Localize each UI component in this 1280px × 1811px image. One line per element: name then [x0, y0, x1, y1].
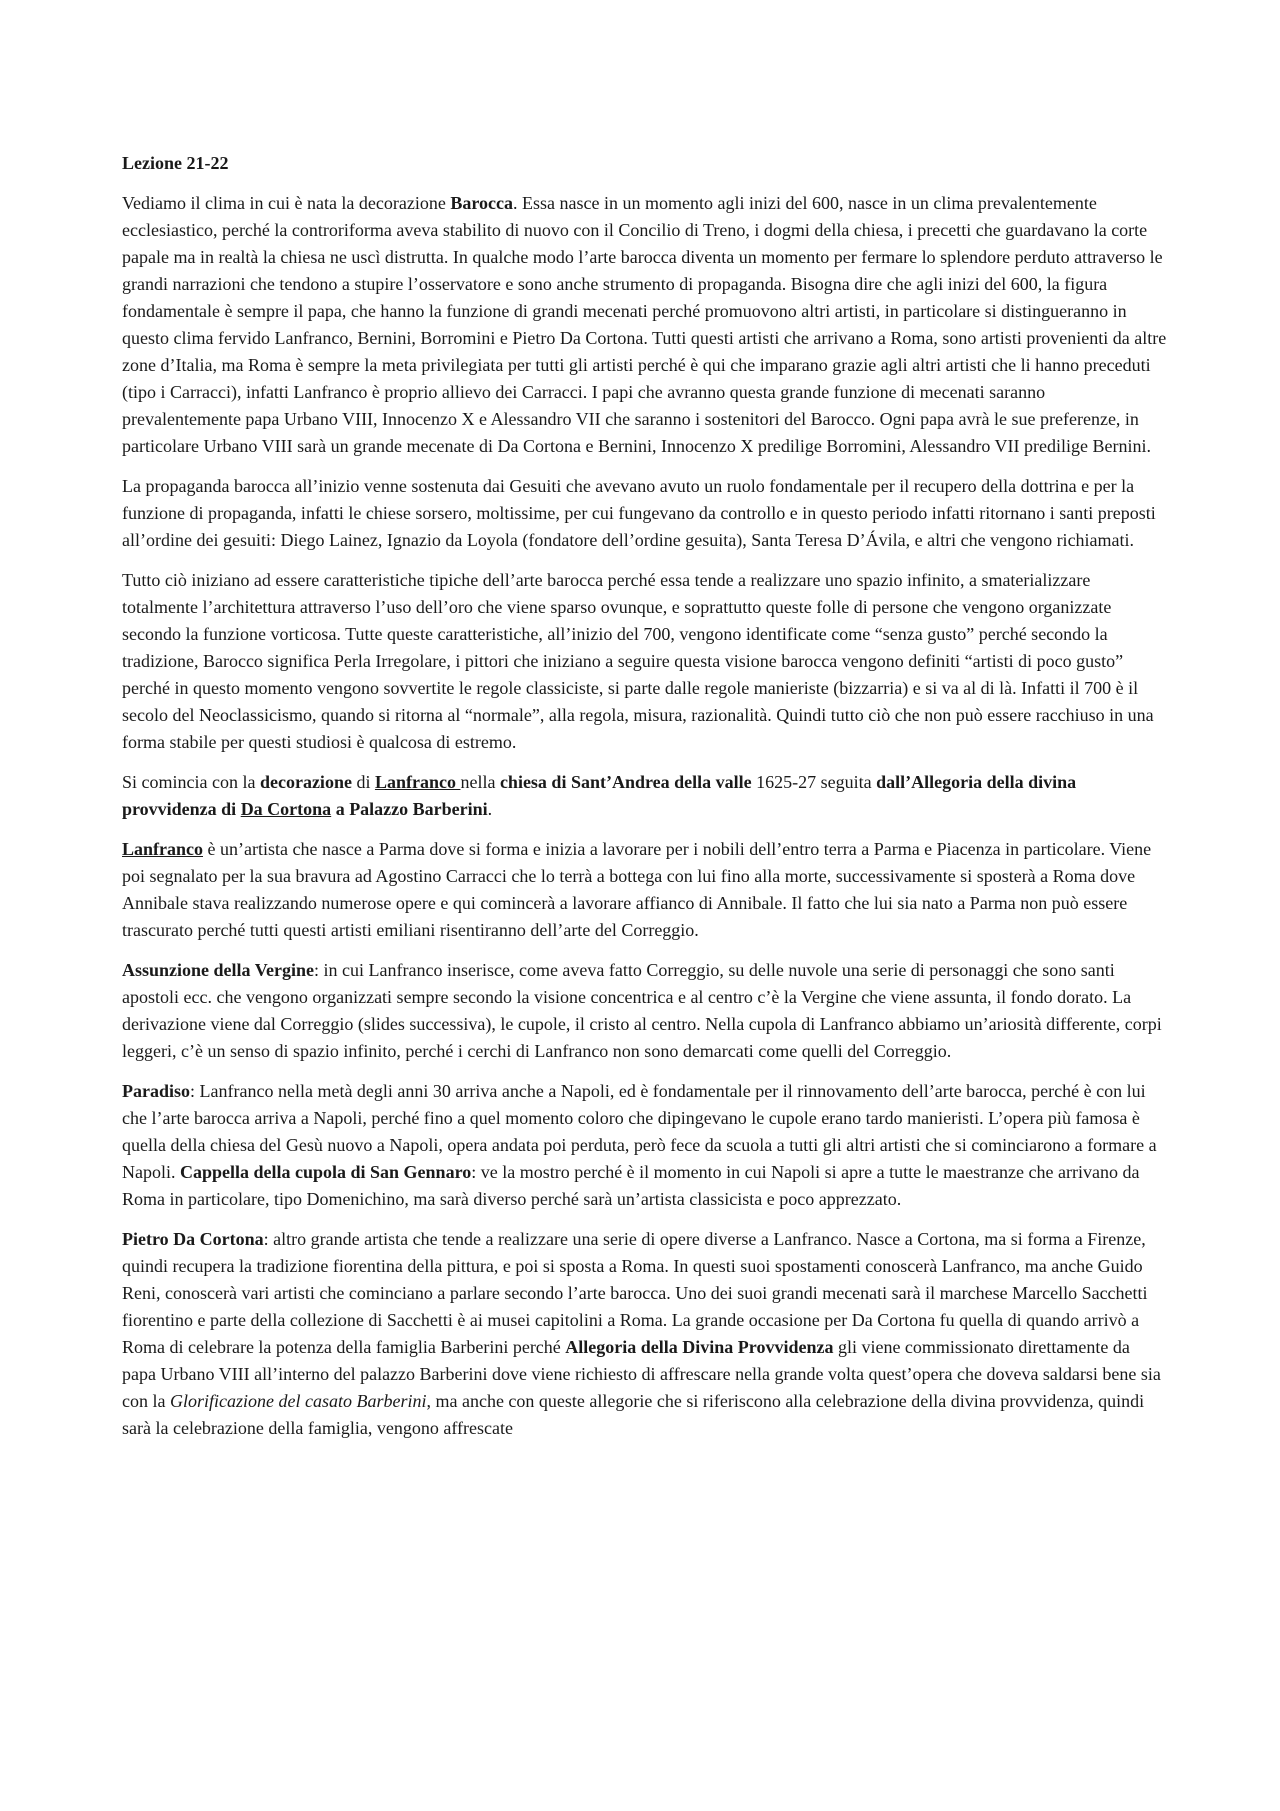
- text-run: Tutto ciò iniziano ad essere caratteristiche tipiche dell’arte barocca perché essa tende a realizzare uno spazio infinito, a smaterializzare totalmente l’architettura attraverso l’uso dell’oro che viene sparso ovunque, e soprattutto queste folle di persone che vengono organizzate secondo la funzione vorticosa. Tutte queste caratteristiche, all’inizio del 700, vengono identificate come “senza gusto” perché secondo la tradizione, Barocco significa Perla Irregolare, i pittori che iniziano a seguire questa visione barocca vengono definiti “artisti di poco gusto” perché in questo momento vengono sovvertite le regole classiciste, si parte dalle regole manieriste (bizzarria) e si va al di là. Infatti il 700 è il secolo del Neoclassicismo, quando si ritorna al “normale”, alla regola, misura, razionalità. Quindi tutto ciò che non può essere racchiuso in una forma stabile per questi studiosi è qualcosa di estremo.: [122, 570, 1154, 752]
- text-run: . Essa nasce in un momento agli inizi del 600, nasce in un clima prevalentemente ecclesiastico, perché la controriforma aveva stabilito di nuovo con il Concilio di Treno, i dogmi della chiesa, i precetti che guardavano la corte papale ma in realtà la chiesa ne uscì distrutta. In qualche modo l’arte barocca diventa un momento per fermare lo splendore perduto attraverso le grandi narrazioni che tendono a stupire l’osservatore e sono anche strumento di propaganda. Bisogna dire che agli inizi del 600, la figura fondamentale è sempre il papa, che hanno la funzione di grandi mecenati perché promuovono altri artisti, in particolare si distingueranno in questo clima fervido Lanfranco, Bernini, Borromini e Pietro Da Cortona. Tutti questi artisti che arrivano a Roma, sono artisti provenienti da altre zone d’Italia, ma Roma è sempre la meta privilegiata per tutti gli artisti perché è qui che imparano grazie agli altri artisti che li hanno preceduti (tipo i Carracci), infatti Lanfranco è proprio allievo dei Carracci. I papi che avranno questa grande funzione di mecenati saranno prevalentemente papa Urbano VIII, Innocenzo X e Alessandro VII che saranno i sostenitori del Barocco. Ogni papa avrà le sue preferenze, in particolare Urbano VIII sarà un grande mecenate di Da Cortona e Bernini, Innocenzo X predilige Borromini, Alessandro VII predilige Bernini.: [122, 193, 1167, 456]
- text-run: La propaganda barocca all’inizio venne sostenuta dai Gesuiti che avevano avuto un ruolo fondamentale per il recupero della dottrina e per la funzione di propaganda, infatti le chiese sorsero, moltissime, per cui fungevano da controllo e in questo periodo infatti ritornano i santi preposti all’ordine dei gesuiti: Diego Lainez, Ignazio da Loyola (fondatore dell’ordine gesuita), Santa Teresa D’Ávila, e altri che vengono richiamati.: [122, 476, 1156, 550]
- paragraph-intro-baroque: [122, 190, 1168, 460]
- text-run: 1625-27 seguita: [751, 772, 877, 792]
- term-assunzione: Assunzione della Vergine: [122, 960, 315, 980]
- term-glorificazione: Glorificazione del casato Barberini: [169, 1391, 427, 1411]
- term-allegoria: dall’Allegoria della divina provvidenza di: [122, 772, 1077, 819]
- text-run: di: [351, 772, 375, 792]
- term-barocca: Barocca: [450, 193, 514, 213]
- text-run: nella: [460, 772, 500, 792]
- paragraph-lanfranco-bio: [122, 836, 1168, 944]
- term-sant-andrea: chiesa di Sant’Andrea della valle: [499, 772, 752, 792]
- term-pietro-da-cortona: Pietro Da Cortona: [122, 1229, 264, 1249]
- term-palazzo-barberini: a Palazzo Barberini: [331, 799, 488, 819]
- paragraph-lanfranco-intro: [122, 769, 1168, 823]
- lesson-title: Lezione 21-22: [122, 153, 229, 173]
- paragraph-jesuits: [122, 473, 1168, 554]
- text-run: , ma anche con queste allegorie che si riferiscono alla celebrazione della divina provvidenza, quindi sarà la celebrazione della famiglia, vengono affrescate: [122, 1391, 1145, 1438]
- text-run: gli viene commissionato direttamente da papa Urbano VIII all’interno del palazzo Barberini dove viene richiesto di affrescare nella grande volta quest’opera che doveva saldarsi bene sia con la: [122, 1337, 1161, 1411]
- term-allegoria-divina-provvidenza: Allegoria della Divina Provvidenza: [565, 1337, 834, 1357]
- text-run: : ve la mostro perché è il momento in cui Napoli si apre a tutte le maestranze che arrivano da Roma in particolare, tipo Domenichino, ma sarà diverso perché sarà un’artista classicista e poco apprezzato.: [122, 1162, 1140, 1209]
- term-lanfranco: [122, 839, 203, 859]
- paragraph-assunzione: [122, 957, 1168, 1065]
- text-run: : in cui Lanfranco inserisce, come aveva fatto Correggio, su delle nuvole una serie di personaggi che sono santi apostoli ecc. che vengono organizzati sempre secondo la visione concentrica e al centro c’è la Vergine che viene assunta, il fondo dorato. La derivazione viene dal Correggio (slides successiva), le cupole, il cristo al centro. Nella cupola di Lanfranco abbiamo un’ariosità differente, corpi leggeri, c’è un senso di spazio infinito, perché i cerchi di Lanfranco non sono demarcati come quelli del Correggio.: [122, 960, 1162, 1061]
- text-run: .: [487, 799, 493, 819]
- text-run: Vediamo il clima in cui è nata la decorazione: [122, 193, 451, 213]
- document-body: [122, 150, 1168, 1455]
- term-decorazione: decorazione: [259, 772, 352, 792]
- text-run: : altro grande artista che tende a realizzare una serie di opere diverse a Lanfranco. Nasce a Cortona, ma si forma a Firenze, quindi recupera la tradizione fiorentina della pittura, e poi si sposta a Roma. In questi suoi spostamenti conoscerà Lanfranco, ma anche Guido Reni, conoscerà vari artisti che cominciano a parlare secondo l’arte barocca. Uno dei suoi grandi mecenati sarà il marchese Marcello Sacchetti fiorentino e parte della collezione di Sacchetti è ai musei capitolini a Roma. La grande occasione per Da Cortona fu quella di quando arrivò a Roma di celebrare la potenza della famiglia Barberini perché: [122, 1229, 1148, 1357]
- term-cappella-san-gennaro: Cappella della cupola di San Gennaro: [180, 1162, 472, 1182]
- paragraph-pietro-da-cortona: [122, 1226, 1168, 1442]
- text-run: : Lanfranco nella metà degli anni 30 arriva anche a Napoli, ed è fondamentale per il rinnovamento dell’arte barocca, perché è con lui che l’arte barocca arriva a Napoli, perché fino a quel momento coloro che dipingevano le cupole erano tardo manieristi. L’opera più famosa è quella della chiesa del Gesù nuovo a Napoli, opera andata poi perduta, però fece da scuola a tutti gli altri artisti che si cominciarono a formare a Napoli.: [122, 1081, 1157, 1182]
- paragraph-baroque-characteristics: [122, 567, 1168, 756]
- paragraph-paradiso: [122, 1078, 1168, 1213]
- term-lanfranco: [375, 772, 461, 792]
- underlined-name: Da Cortona: [240, 799, 332, 819]
- term-da-cortona: [241, 799, 332, 819]
- term-paradiso: Paradiso: [122, 1081, 191, 1101]
- underlined-name: Lanfranco: [374, 772, 461, 792]
- text-run: Si comincia con la: [122, 772, 260, 792]
- text-run: è un’artista che nasce a Parma dove si forma e inizia a lavorare per i nobili dell’entro terra a Parma e Piacenza in particolare. Viene poi segnalato per la sua bravura ad Agostino Carracci che lo terrà a bottega con lui fino alla morte, successivamente si sposterà a Roma dove Annibale stava realizzando numerose opere e qui comincerà a lavorare affianco di Annibale. Il fatto che lui sia nato a Parma non può essere trascurato perché tutti questi artisti emiliani risentiranno dell’arte del Correggio.: [122, 839, 1152, 940]
- underlined-name: Lanfranco: [122, 839, 203, 859]
